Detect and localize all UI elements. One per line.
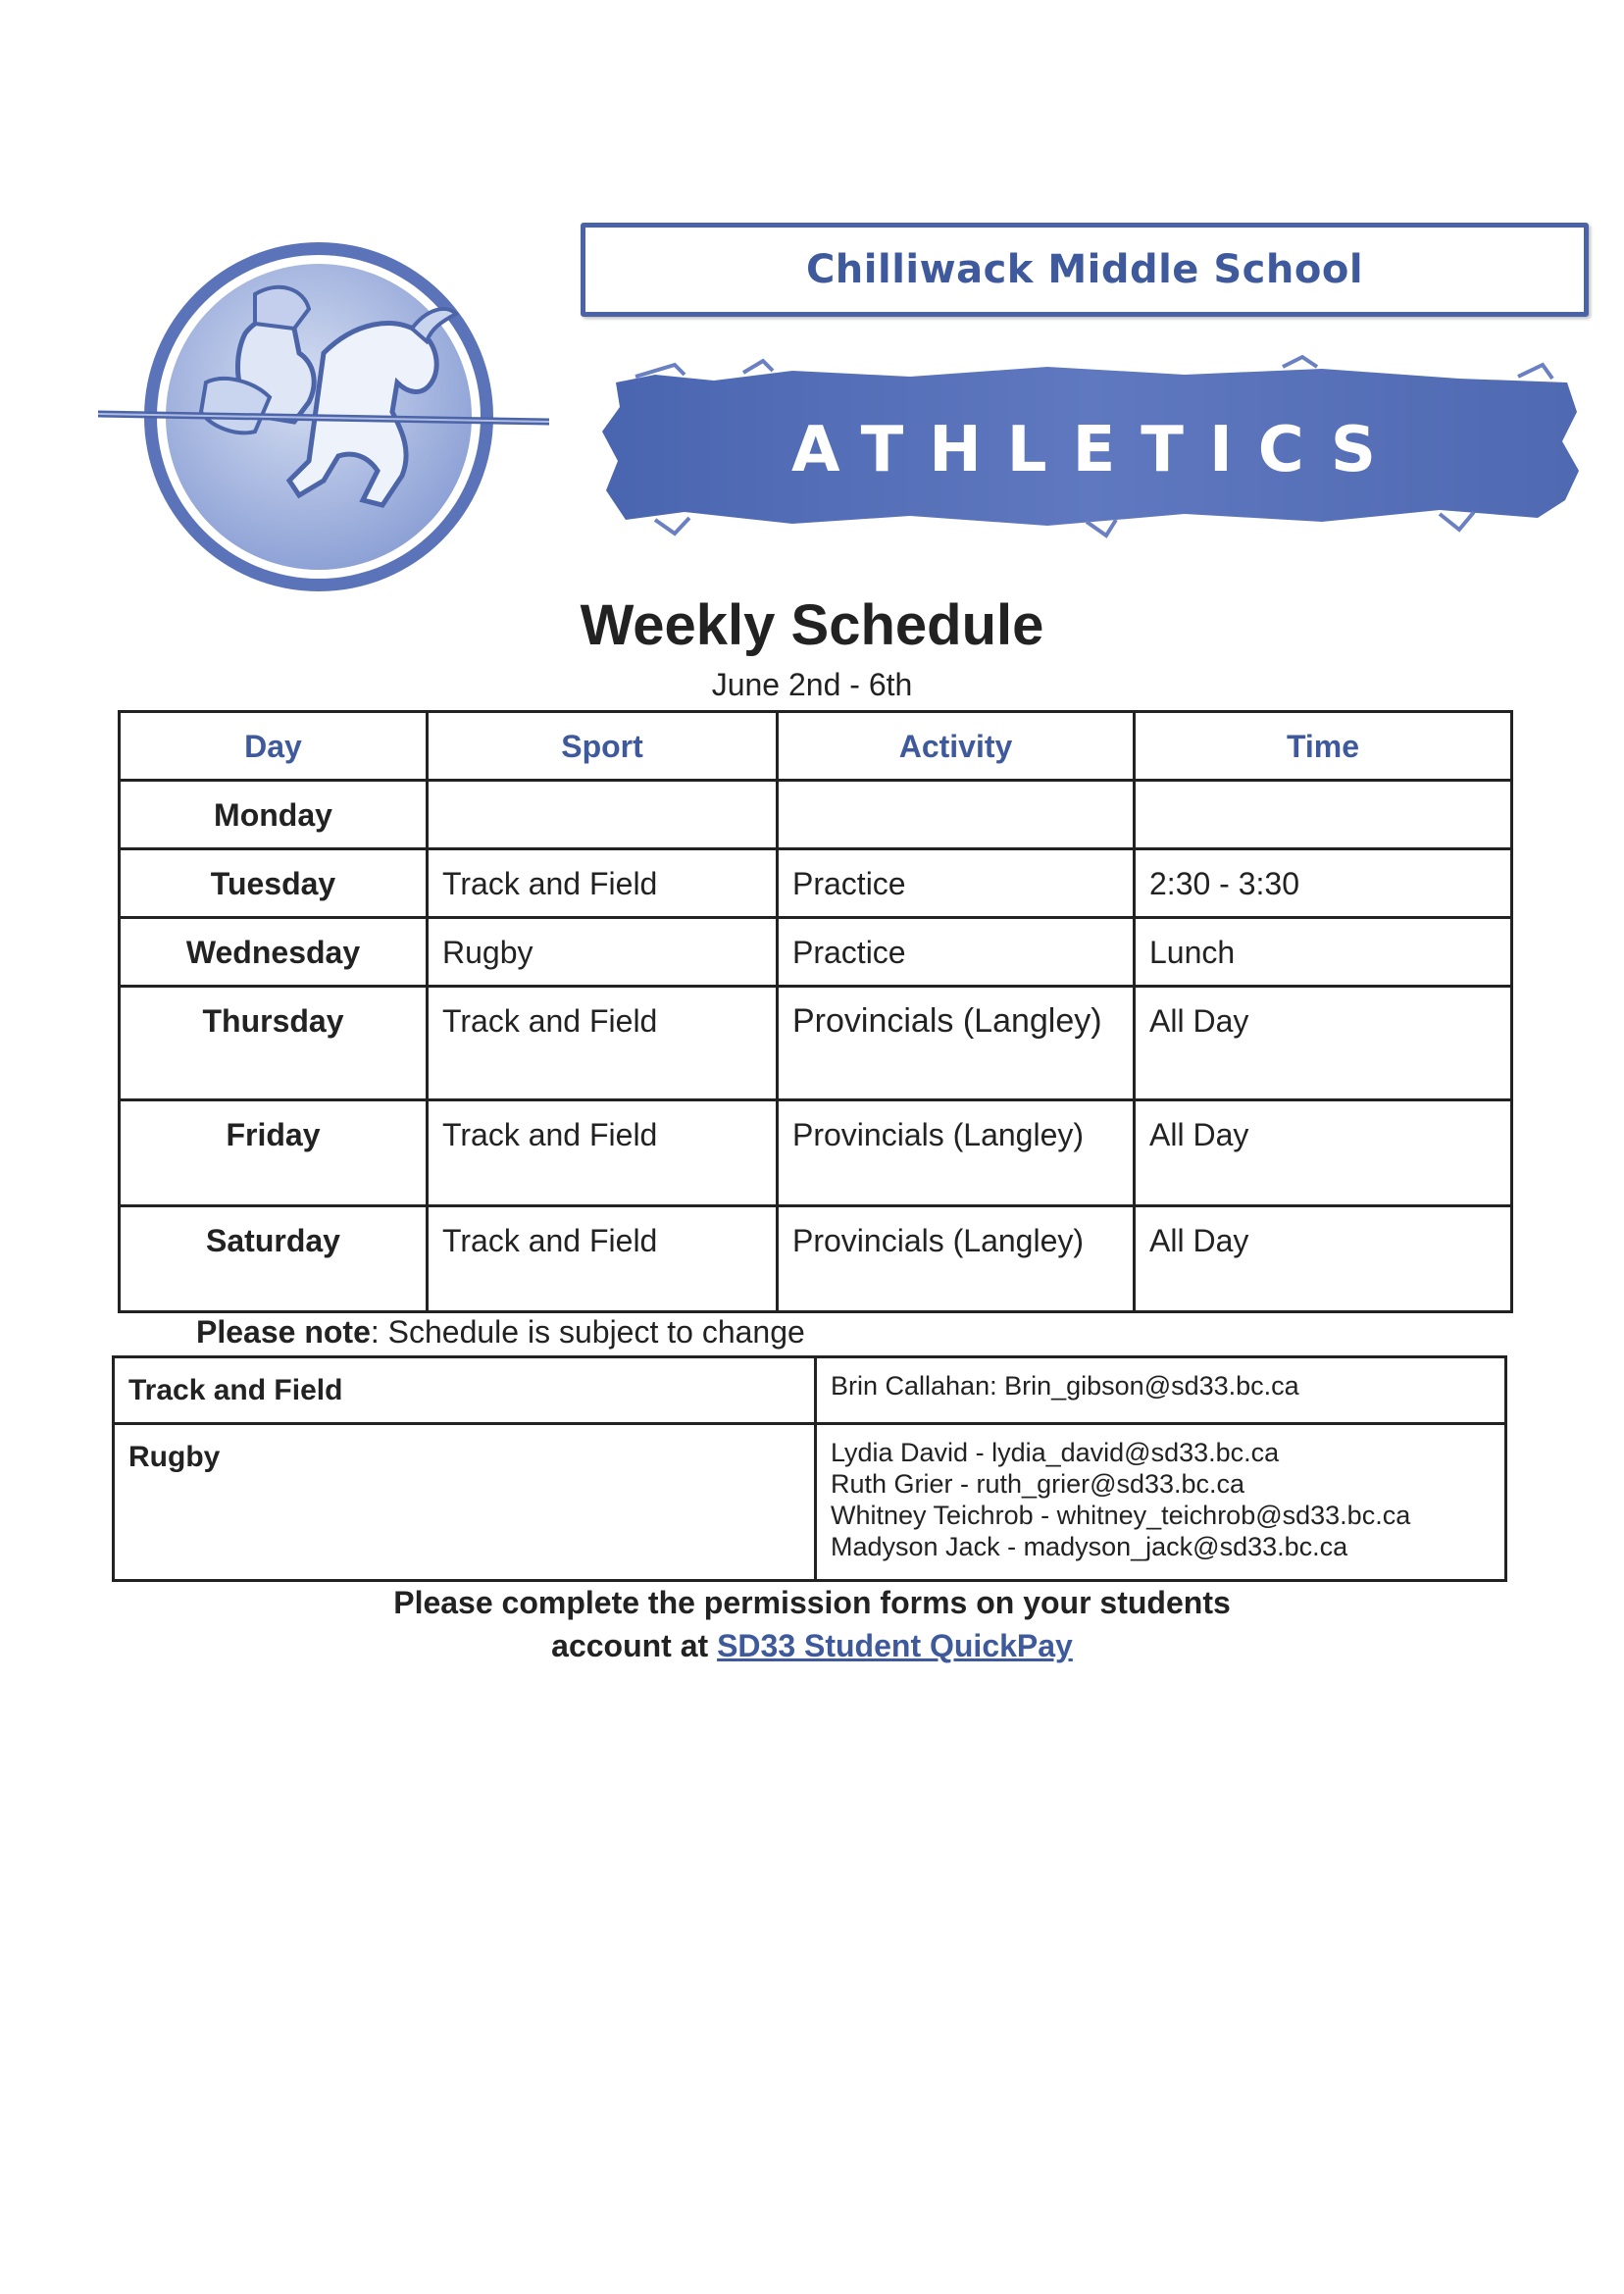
activity-cell: Provincials (Langley) [778,987,1135,1100]
permission-footer [0,1581,1624,1667]
sport-cell: Track and Field [428,1206,778,1312]
note-text: : Schedule is subject to change [370,1314,805,1350]
footer-line-1: Please complete the permission forms on your students [393,1585,1231,1620]
coach-contact: Lydia David - lydia_david@sd33.bc.ca [831,1438,1280,1467]
activity-cell: Provincials (Langley) [778,1206,1135,1312]
sport-cell [428,781,778,849]
contact-coaches [816,1357,1506,1424]
coach-contact: Brin Callahan: Brin_gibson@sd33.bc.ca [831,1371,1299,1401]
sport-cell: Track and Field [428,1100,778,1206]
quickpay-link[interactable]: SD33 Student QuickPay [717,1628,1073,1663]
footer-line-2 [0,1624,1624,1667]
time-cell: All Day [1135,1100,1512,1206]
activity-cell: Practice [778,849,1135,918]
knight-logo-icon [98,235,549,608]
day-cell: Tuesday [120,849,428,918]
time-cell: All Day [1135,1206,1512,1312]
activity-cell: Provincials (Langley) [778,1100,1135,1206]
footer-line-2-prefix: account at [551,1628,718,1663]
sport-cell: Track and Field [428,987,778,1100]
time-cell [1135,781,1512,849]
page-title: Weekly Schedule [580,593,1044,657]
column-header-day: Day [120,712,428,781]
coach-contact: Madyson Jack - madyson_jack@sd33.bc.ca [831,1532,1348,1561]
school-name: Chilliwack Middle School [805,247,1364,292]
schedule-note [196,1314,805,1351]
table-row [120,849,1512,918]
day-cell: Friday [120,1100,428,1206]
day-cell: Monday [120,781,428,849]
time-cell: 2:30 - 3:30 [1135,849,1512,918]
athletics-banner-text: ATHLETICS [791,414,1401,486]
contact-sport: Track and Field [114,1357,816,1424]
activity-cell [778,781,1135,849]
day-cell: Saturday [120,1206,428,1312]
table-row [120,1100,1512,1206]
day-cell: Wednesday [120,918,428,987]
contact-coaches [816,1424,1506,1581]
column-header-time: Time [1135,712,1512,781]
table-row [120,918,1512,987]
school-name-box [581,223,1589,317]
schedule-table [118,710,1513,1313]
sport-cell: Track and Field [428,849,778,918]
day-cell: Thursday [120,987,428,1100]
table-row [120,1206,1512,1312]
coach-contact: Ruth Grier - ruth_grier@sd33.bc.ca [831,1469,1245,1499]
time-cell: All Day [1135,987,1512,1100]
note-label: Please note [196,1314,371,1350]
contacts-table [112,1355,1507,1582]
table-row [120,781,1512,849]
table-row [114,1357,1506,1424]
table-row [120,987,1512,1100]
activity-cell: Practice [778,918,1135,987]
date-range: June 2nd - 6th [711,667,913,702]
column-header-activity: Activity [778,712,1135,781]
sport-cell: Rugby [428,918,778,987]
athletics-banner [596,353,1587,539]
contact-sport: Rugby [114,1424,816,1581]
time-cell: Lunch [1135,918,1512,987]
table-row [114,1424,1506,1581]
table-header-row [120,712,1512,781]
column-header-sport: Sport [428,712,778,781]
coach-contact: Whitney Teichrob - whitney_teichrob@sd33.bc.ca [831,1501,1411,1530]
